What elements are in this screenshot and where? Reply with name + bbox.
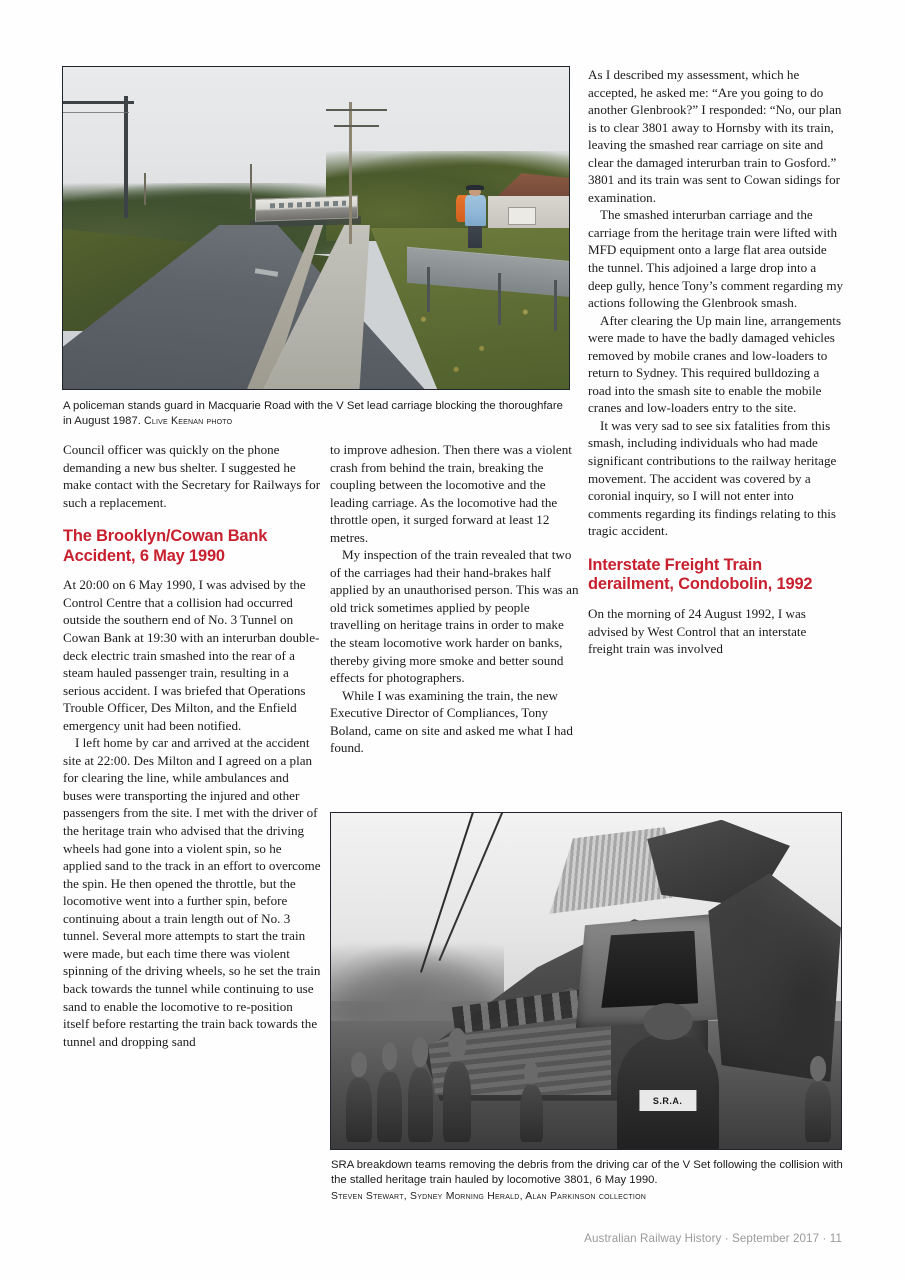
heading-interstate-freight-train-derailment: Interstate Freight Train derailment, Condobolin, 1992 (588, 555, 813, 594)
paragraph: At 20:00 on 6 May 1990, I was advised by the Control Centre that a collision had occurred outside the southern end of No. 3 Tunnel on Cowan Bank at 19:30 with an interurban double-deck electric train smashed into the rear of a steam hauled passenger train, resulting in a serious accident. I was briefed that Operations Trouble Officer, Des Milton, and the Enfield emergency unit had been notified. (63, 577, 320, 733)
paragraph: to improve adhesion. Then there was a violent crash from behind the train, breaking the coupling between the locomotive and the leading carriage. As the locomotive had the throttle open, it surged forward at least 12 metres. (330, 442, 572, 545)
policeman-legs (468, 223, 482, 247)
fence-post (427, 267, 430, 312)
worker (443, 1062, 471, 1143)
worker (408, 1068, 434, 1142)
caption-photo-bottom (331, 1158, 843, 1205)
caption-top-text: A policeman stands guard in Macquarie Road with the V Set lead carriage blocking the thoroughfare in August 1987. (63, 400, 563, 428)
worker (520, 1085, 543, 1142)
caption-bottom-text: SRA breakdown teams removing the debris from the driving car of the V Set following the collision with the stalled heritage train hauled by locomotive 3801, 6 May 1990. (331, 1159, 843, 1187)
worker-head (810, 1056, 826, 1080)
fence-post (554, 280, 557, 332)
paragraph: My inspection of the train revealed that two of the carriages had their hand-brakes half applied by an unauthorised person. This was an old trick sometimes applied by people travelling on heritage trains in order to make the steam locomotive work harder on banks, thereby giving more smoke and better sound effects for photographers. (330, 547, 579, 686)
paragraph: As I described my assessment, which he accepted, he asked me: “Are you going to do another Glenbrook?” I responded: “No, our plan is to clear 3801 away to Hornsby with its train, leaving the smashed rear carriage on site and clear the damaged interurban train to Gosford.” 3801 and its train was sent to Cowan sidings for examination. (588, 67, 842, 205)
paragraph: It was very sad to see six fatalities from this smash, including individuals who had made significant contributions to the railway heritage movement. The accident was covered by a coronial inquiry, so I will not enter into comments regarding its findings relating to this tragic accident. (588, 417, 837, 539)
sra-worker (617, 1035, 719, 1150)
paragraph: After clearing the Up main line, arrangements were made to have the badly damaged vehicles removed by mobile cranes and low-loaders to return to Sydney. This required bulldozing a road into the smash site to enable the mobile cranes and low-loaders entry to the site. (588, 312, 842, 416)
power-pole-crossarm (334, 125, 380, 127)
fallen-leaves (387, 292, 569, 382)
column-left (63, 441, 321, 1050)
cab-opening (601, 931, 698, 1008)
power-pole (349, 102, 352, 244)
worker-head (524, 1061, 538, 1084)
caption-bottom-credit: Steven Stewart, Sydney Morning Herald, Alan Parkinson collection (331, 1191, 647, 1203)
fence-post (498, 273, 501, 325)
paragraph: The smashed interurban carriage and the carriage from the heritage train were lifted with MFD equipment onto a large flat area outside the tunnel. This adjoined a large drop into a deep gully, hence Tony’s comment regarding my actions following the Glenbrook smash. (588, 207, 844, 311)
worker (346, 1078, 372, 1142)
heading-brooklyn-cowan-bank-accident: The Brooklyn/Cowan Bank Accident, 6 May 1990 (63, 527, 268, 565)
distant-pole (250, 164, 252, 209)
catenary-gantry-post (124, 96, 128, 218)
sra-worker-head (643, 1003, 692, 1039)
photo-macquarie-road (62, 66, 570, 390)
page-footer: Australian Railway History · September 2017 · 11 (584, 1232, 842, 1245)
paragraph: While I was examining the train, the new Executive Director of Compliances, Tony Boland, came on site and asked me what I had found. (330, 687, 573, 756)
photo-bw-layer (331, 813, 841, 1149)
worker (805, 1082, 831, 1142)
paragraph: I left home by car and arrived at the accident site at 22:00. Des Milton and I agreed on a plan for clearing the line, while ambulances and buses were transporting the injured and other passengers from the site. I met with the driver of the heritage train who advised that the driving wheels had gone into a violent spin, so he applied sand to the track in an effort to overcome the spin. He then opened the throttle, but the locomotive went into a further spin, before continuing about a train length out of No. 3 tunnel. Several more attempts to start the train were made, but each time there was violent spinning of the driving wheels, so he set the train back towards the tunnel while continuing to use sand to enable the locomotive to re-position itself before restarting the train back towards the tunnel and dropping sand (63, 735, 321, 1049)
power-pole-crossarm (326, 109, 387, 111)
caption-photo-top (63, 399, 569, 429)
worker-head (382, 1042, 398, 1070)
column-right (588, 66, 844, 658)
distant-pole (144, 173, 146, 205)
v-set-carriage (255, 196, 358, 223)
worker (377, 1072, 403, 1143)
column-middle (330, 441, 580, 757)
photo-sra-breakdown (330, 812, 842, 1150)
house-window (508, 207, 535, 225)
policeman-cap (466, 185, 484, 190)
caption-top-credit: Clive Keenan photo (144, 415, 233, 428)
sra-badge: S.R.A. (639, 1090, 696, 1111)
worker-head (351, 1052, 367, 1078)
worker-head (412, 1037, 428, 1067)
policeman-torso (465, 195, 486, 226)
paragraph: On the morning of 24 August 1992, I was advised by West Control that an interstate freight train was involved (588, 605, 807, 657)
paragraph: Council officer was quickly on the phone demanding a new bus shelter. I suggested he make contact with the Secretary for Railways for such a replacement. (63, 442, 321, 510)
catenary-wire (62, 112, 129, 113)
